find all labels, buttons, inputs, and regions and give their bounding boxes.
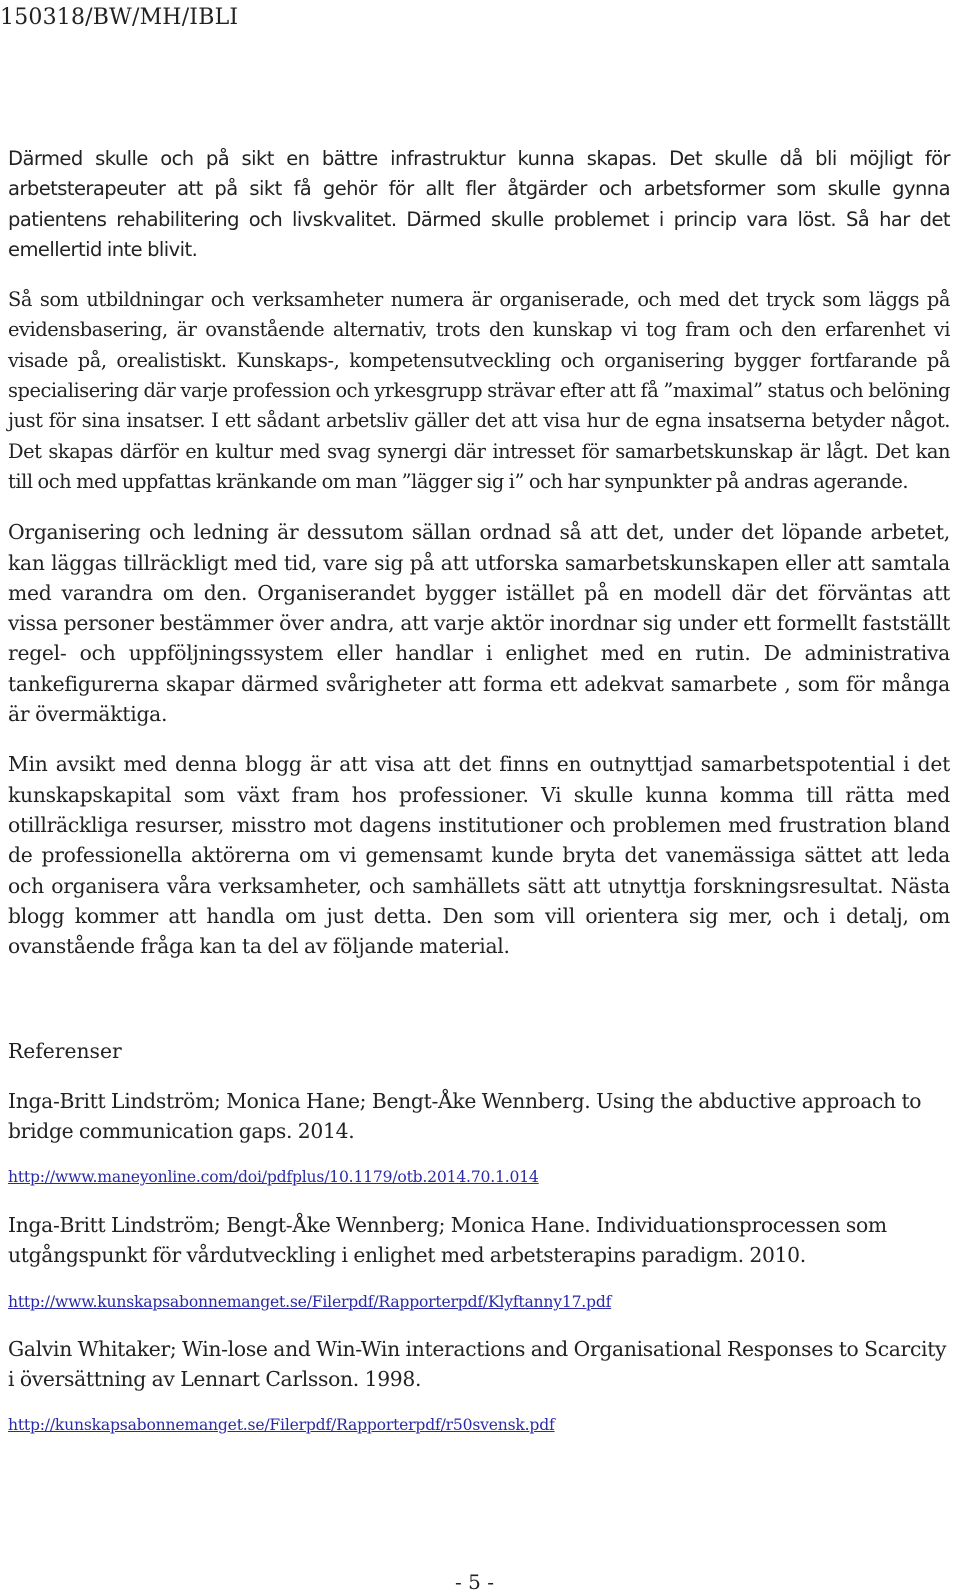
body-paragraph: Därmed skulle och på sikt en bättre infrastruktur kunna skapas. Det skulle då bli möjligt för arbetsterapeuter att på sikt få gehör för allt fler åtgärder och arbetsformer som skulle gynna patientens rehabilitering och livskvalitet. Därmed skulle problemet i princip vara löst. Så har det emellertid inte blivit. xyxy=(8,147,950,261)
reference-citation: Inga-Britt Lindström; Bengt-Åke Wennberg; Monica Hane. Individuationsprocessen som utgångspunkt för vårdutveckling i enlighet med arbetsterapins paradigm. 2010. xyxy=(8,1213,887,1268)
references-heading: Referenser xyxy=(8,1039,122,1063)
body-paragraph: Organisering och ledning är dessutom sällan ordnad så att det, under det löpande arbetet, kan läggas tillräckligt med tid, vare sig på att utforska samarbetskunskapen eller att samtala med varandra om den. Organiserandet bygger istället på en modell där det förväntas att vissa personer bestämmer över andra, att varje aktör inordnar sig under ett formellt fastställt regel- och uppföljningssystem eller handlar i enlighet med en rutin. De administrativa tankefigurerna skapar därmed svårigheter att forma ett adekvat samarbete , som för många är övermäktiga. xyxy=(8,520,950,727)
document-body xyxy=(8,144,950,981)
body-paragraph: Så som utbildningar och verksamheter numera är organiserade, och med det tryck som läggs på evidensbasering, är ovanstående alternativ, trots den kunskap vi tog fram och den erfarenhet vi visade på, orealistiskt. Kunskaps-, kompetensutveckling och organisering bygger fortfarande på specialisering där varje profession och yrkesgrupp strävar efter att få ”maximal” status och belöning just för sina insatser. I ett sådant arbetsliv gäller det att visa hur de egna insatserna betyder något. Det skapas därför en kultur med svag synergi där intresset för samarbetskunskap är lågt. Det kan till och med uppfattas kränkande om man ”lägger sig i” och har synpunkter på andras agerande. xyxy=(8,288,950,493)
reference-link[interactable]: http://www.maneyonline.com/doi/pdfplus/10.1179/otb.2014.70.1.014 xyxy=(8,1168,539,1186)
reference-citation: Inga-Britt Lindström; Monica Hane; Bengt-Åke Wennberg. Using the abductive approach to bridge communication gaps. 2014. xyxy=(8,1089,922,1144)
reference-citation: Galvin Whitaker; Win-lose and Win-Win interactions and Organisational Responses to Scarcity i översättning av Lennart Carlsson. 1998. xyxy=(8,1337,947,1392)
page-number: - 5 - xyxy=(455,1570,494,1594)
body-paragraph: Min avsikt med denna blogg är att visa att det finns en outnyttjad samarbetspotential i det kunskapskapital som växt fram hos professioner. Vi skulle kunna komma till rätta med otillräckliga resurser, misstro mot dagens institutioner och problemen med frustration bland de professionella aktörerna om vi gemensamt kunde bryta det vanemässiga sättet att leda och organisera våra verksamheter, och samhällets sätt att utnyttja forskningsresultat. Nästa blogg kommer att handla om just detta. Den som vill orientera sig mer, och i detalj, om ovanstående fråga kan ta del av följande material. xyxy=(8,752,950,959)
document-reference-code: 150318/BW/MH/IBLI xyxy=(0,5,239,30)
reference-link[interactable]: http://kunskapsabonnemanget.se/Filerpdf/Rapporterpdf/r50svensk.pdf xyxy=(8,1416,555,1434)
reference-link[interactable]: http://www.kunskapsabonnemanget.se/Filerpdf/Rapporterpdf/Klyftanny17.pdf xyxy=(8,1293,612,1311)
